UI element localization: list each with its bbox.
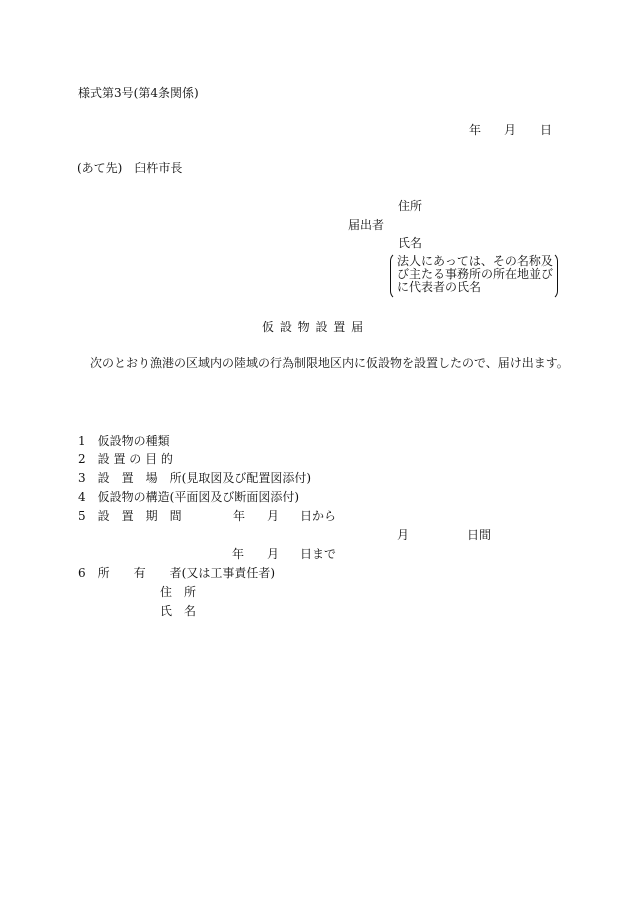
addressee: (あて先) 臼杵市長 — [77, 161, 183, 175]
document-title: 仮 設 物 設 置 届 — [262, 320, 365, 334]
item-installation-location: 3 設 置 場 所(見取図及び配置図添付) — [78, 471, 311, 485]
address-label: 住所 — [398, 199, 423, 213]
form-number: 様式第3号(第4条関係) — [78, 86, 199, 100]
corporate-note-line-3: に代表者の氏名 — [397, 280, 482, 294]
period-end-day: 日まで — [300, 547, 337, 561]
period-end-month: 月 — [267, 547, 280, 561]
name-label: 氏名 — [398, 236, 423, 250]
corporate-note — [397, 255, 553, 294]
item-structure-composition: 4 仮設物の構造(平面図及び断面図添付) — [78, 490, 299, 504]
period-start-year: 年 — [233, 509, 246, 523]
period-end-year: 年 — [232, 547, 245, 561]
body-text: 次のとおり漁港の区域内の陸域の行為制限地区内に仮設物を設置したので、届け出ます。 — [90, 356, 569, 370]
corporate-note-line-1: 法人にあっては、その名称及 — [397, 254, 553, 268]
item-temporary-structure-type: 1 仮設物の種類 — [78, 434, 170, 448]
date-month-label: 月 — [504, 123, 517, 137]
date-day-label: 日 — [540, 123, 553, 137]
item-installation-purpose: 2 設 置 の 目 的 — [78, 452, 173, 466]
period-start-day: 日から — [300, 509, 337, 523]
date-year-label: 年 — [469, 123, 482, 137]
item-owner: 6 所 有 者(又は工事責任者) — [78, 566, 275, 580]
notifier-label: 届出者 — [348, 218, 385, 232]
item-installation-period: 5 設 置 期 間 — [78, 509, 182, 523]
period-duration-day: 日間 — [467, 528, 492, 542]
owner-address-label: 住 所 — [160, 585, 197, 599]
owner-name-label: 氏 名 — [160, 604, 197, 618]
corporate-note-line-2: び主たる事務所の所在地並び — [397, 267, 554, 281]
period-duration-month: 月 — [397, 528, 410, 542]
period-start-month: 月 — [267, 509, 280, 523]
